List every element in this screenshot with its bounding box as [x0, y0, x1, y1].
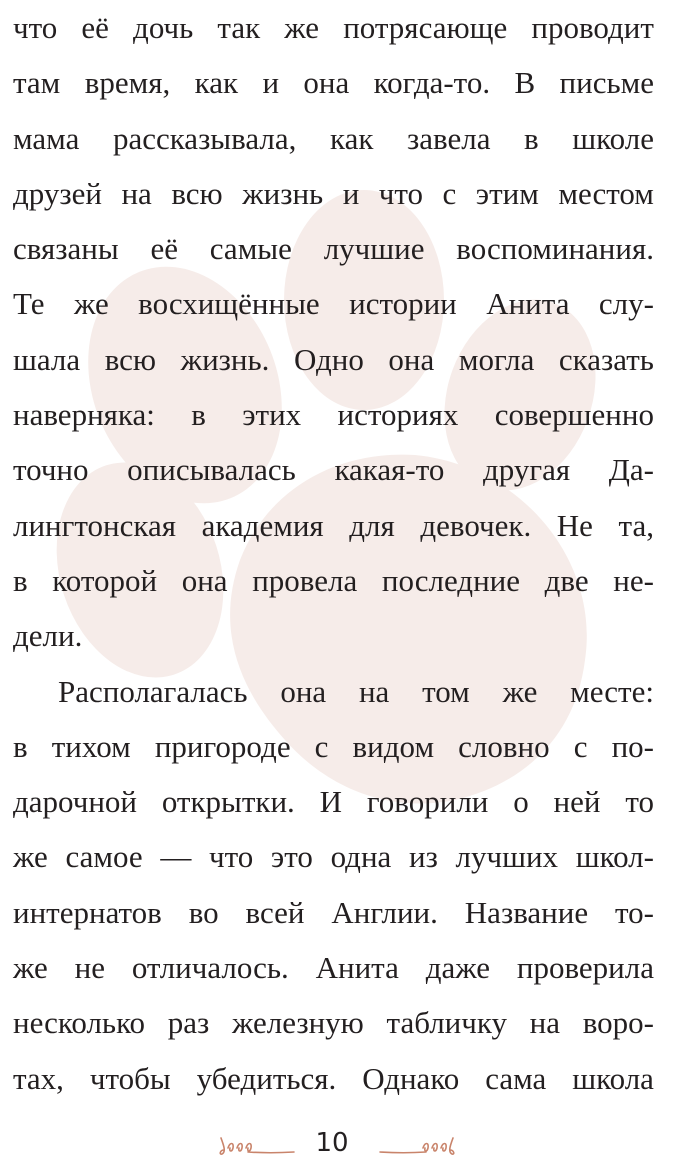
- word: какая-то: [334, 452, 445, 488]
- word: лингтонская: [13, 507, 176, 543]
- word: с: [442, 175, 457, 211]
- text-line: [13, 664, 654, 719]
- word: потрясающе: [343, 10, 508, 45]
- word: академия: [201, 507, 324, 543]
- word: же: [13, 839, 48, 875]
- word: школа: [572, 1060, 654, 1096]
- word: в: [524, 120, 539, 156]
- word: что: [13, 10, 58, 45]
- word: школ-: [575, 839, 654, 875]
- word: в: [13, 562, 28, 598]
- text-line: [13, 442, 654, 497]
- word: Анита: [486, 286, 570, 322]
- flourish-left-icon: [218, 1134, 296, 1158]
- word: там: [13, 65, 61, 101]
- word: связаны: [13, 231, 119, 267]
- word: историях: [337, 397, 459, 433]
- word: проверила: [516, 950, 654, 986]
- word: Не: [556, 507, 593, 543]
- word: восхищённые: [138, 286, 320, 322]
- word: из: [408, 839, 438, 875]
- word: чтобы: [89, 1060, 171, 1096]
- word: в: [13, 728, 28, 764]
- word: тихом: [51, 728, 131, 764]
- word: как: [194, 65, 239, 101]
- word: по-: [611, 728, 654, 764]
- word: письме: [559, 65, 654, 101]
- word: и: [262, 65, 280, 101]
- word: железную: [231, 1005, 364, 1041]
- paragraph-2: [13, 664, 654, 1106]
- word: её: [81, 10, 109, 45]
- text-line: [13, 995, 654, 1050]
- text-line: [13, 940, 654, 995]
- word: всю: [104, 341, 157, 377]
- word: её: [150, 231, 178, 267]
- word: Располагалась: [58, 673, 248, 709]
- text-line: [13, 608, 654, 663]
- word: табличку: [386, 1005, 507, 1041]
- text-line: [13, 0, 654, 55]
- page-number: 10: [315, 1128, 349, 1158]
- word: воро-: [582, 1005, 654, 1041]
- word: местом: [558, 175, 654, 211]
- word: для: [349, 507, 395, 543]
- word: одна: [330, 839, 392, 875]
- word: ней: [553, 784, 601, 820]
- word: провела: [252, 562, 358, 598]
- word: сама: [485, 1060, 547, 1096]
- word: дочь: [133, 10, 194, 45]
- word: Название: [464, 894, 589, 930]
- word: мама: [13, 120, 80, 156]
- word: дарочной: [13, 784, 137, 820]
- word: —: [160, 839, 192, 875]
- page-footer: [0, 1124, 697, 1168]
- flourish-right-icon: [378, 1134, 456, 1158]
- word: тах,: [13, 1060, 64, 1096]
- word: как: [329, 120, 374, 156]
- word: этих: [242, 397, 302, 433]
- word: шала: [13, 341, 81, 377]
- word: проводит: [531, 10, 654, 45]
- word: всей: [245, 894, 305, 930]
- word: две: [544, 562, 589, 598]
- word: с: [314, 728, 329, 764]
- word: И: [319, 784, 343, 820]
- word: слу-: [598, 286, 654, 322]
- word: во: [188, 894, 219, 930]
- word: время,: [84, 65, 171, 101]
- word: наверняка:: [13, 397, 155, 433]
- word: Однако: [362, 1060, 460, 1096]
- word: так: [217, 10, 261, 45]
- word: отличалось.: [131, 950, 289, 986]
- word: месте:: [570, 673, 654, 709]
- word: что: [378, 175, 424, 211]
- text-line: [13, 387, 654, 442]
- word: пригороде: [154, 728, 291, 764]
- word: истории: [349, 286, 457, 322]
- text-line: [13, 829, 654, 884]
- word: о: [513, 784, 529, 820]
- word: что: [209, 839, 254, 875]
- word: то-: [615, 894, 654, 930]
- word: точно: [13, 452, 89, 488]
- word: на: [529, 1005, 561, 1041]
- word: говорили: [366, 784, 489, 820]
- word: Да-: [608, 452, 654, 488]
- word: друзей: [13, 175, 102, 211]
- word: же: [73, 286, 109, 322]
- word: В: [514, 65, 536, 101]
- text-line: [13, 276, 654, 331]
- word: и: [342, 175, 360, 211]
- word: другая: [483, 452, 571, 488]
- text-line: [13, 166, 654, 221]
- body-text: [13, 0, 654, 1106]
- word: описывалась: [127, 452, 296, 488]
- word: она: [388, 341, 435, 377]
- text-line: [13, 1051, 654, 1106]
- word: на: [358, 673, 390, 709]
- text-line: [13, 332, 654, 387]
- word: Одно: [293, 341, 364, 377]
- word: видом: [352, 728, 435, 764]
- text-line: [13, 55, 654, 110]
- paragraph-1: [13, 0, 654, 664]
- word: самое: [65, 839, 143, 875]
- word: Англии.: [331, 894, 438, 930]
- word: же: [502, 673, 538, 709]
- word: она: [181, 562, 228, 598]
- word: с: [573, 728, 588, 764]
- word: она: [303, 65, 350, 101]
- word: словно: [458, 728, 550, 764]
- word: Анита: [315, 950, 399, 986]
- word: сказать: [558, 341, 654, 377]
- word: дели.: [13, 618, 83, 654]
- word: которой: [52, 562, 158, 598]
- word: лучшие: [323, 231, 425, 267]
- word: то: [625, 784, 654, 820]
- word: в: [191, 397, 206, 433]
- word: лучших: [455, 839, 559, 875]
- word: та,: [618, 507, 654, 543]
- word: этим: [475, 175, 539, 211]
- word: жизнь.: [180, 341, 270, 377]
- word: последние: [381, 562, 521, 598]
- word: не: [74, 950, 105, 986]
- word: Те: [13, 286, 45, 322]
- text-line: [13, 774, 654, 829]
- text-line: [13, 111, 654, 166]
- word: жизнь: [242, 175, 324, 211]
- text-line: [13, 553, 654, 608]
- word: рассказывала,: [112, 120, 297, 156]
- word: же: [13, 950, 48, 986]
- text-line: [13, 885, 654, 940]
- word: не-: [613, 562, 654, 598]
- word: совершенно: [494, 397, 654, 433]
- word: убедиться.: [196, 1060, 337, 1096]
- word: же: [284, 10, 320, 45]
- word: на: [121, 175, 152, 211]
- word: даже: [425, 950, 491, 986]
- word: воспоминания.: [456, 231, 654, 267]
- word: том: [422, 673, 470, 709]
- text-line: [13, 221, 654, 276]
- word: открытки.: [161, 784, 295, 820]
- word: она: [280, 673, 327, 709]
- word: интернатов: [13, 894, 162, 930]
- word: раз: [167, 1005, 210, 1041]
- word: завела: [407, 120, 491, 156]
- word: девочек.: [420, 507, 532, 543]
- word: школе: [572, 120, 654, 156]
- word: всю: [171, 175, 223, 211]
- word: когда-то.: [373, 65, 491, 101]
- word: самые: [209, 231, 292, 267]
- text-line: [13, 719, 654, 774]
- word: могла: [458, 341, 535, 377]
- word: это: [270, 839, 313, 875]
- text-line: [13, 498, 654, 553]
- word: несколько: [13, 1005, 146, 1041]
